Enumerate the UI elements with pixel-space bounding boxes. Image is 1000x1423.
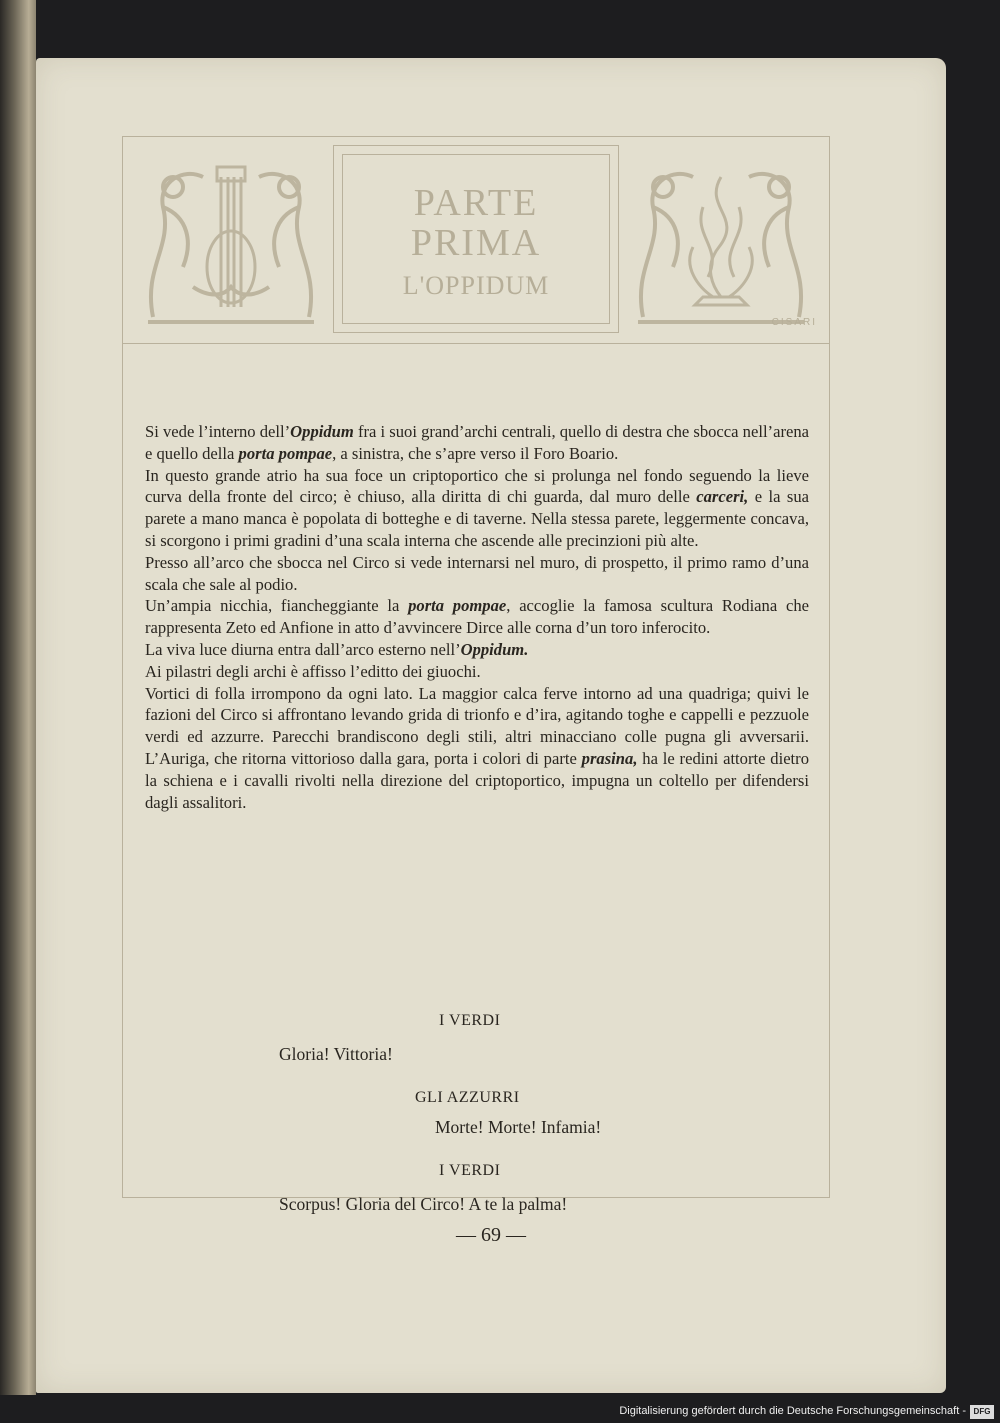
- header-ornament-band: [123, 137, 829, 344]
- dialogue-line: Scorpus! Gloria del Circo! A te la palma!: [279, 1194, 568, 1214]
- text-run: In questo grande atrio ha sua foce un criptoportico che si prolunga nel fondo seguendo la lieve curva della fronte del circo; è chiuso, alla diritta di chi guarda, dal muro delle: [145, 465, 809, 507]
- text-run: Si vede l’interno dell’: [145, 422, 291, 441]
- italic-term: Oppidum.: [460, 639, 529, 659]
- italic-term: porta pompae: [408, 596, 507, 616]
- footer-strip: [0, 1395, 1000, 1423]
- text-run: , accoglie la famosa scultura Rodiana che rappresenta Zeto ed Anfione in atto d’avvincere Dirce alle corna d’un toro inferocito.: [145, 596, 809, 638]
- stage-directions: [145, 421, 809, 813]
- page-frame: [122, 136, 830, 1214]
- body-paragraph: [145, 421, 809, 465]
- text-run: Ai pilastri degli archi è affisso l’editto dei giuochi.: [145, 661, 481, 681]
- title-line-3: L'OPPIDUM: [402, 271, 550, 300]
- body-paragraph: [145, 595, 809, 639]
- body-paragraph: [145, 683, 809, 814]
- flame-ornament-icon: [623, 147, 819, 333]
- italic-term: Oppidum: [290, 422, 354, 441]
- speaker-name: GLI AZZURRI: [415, 1089, 520, 1106]
- speaker-name: I VERDI: [439, 1162, 501, 1179]
- dialogue-line: Morte! Morte! Infamia!: [435, 1117, 602, 1137]
- title-inner-frame: [342, 154, 610, 324]
- text-run: ha le redini attorte dietro la schiena e i cavalli rivolti nella direzione del criptoportico, impugna un coltello per difendersi dagli assalitori.: [145, 748, 809, 812]
- text-run: Presso all’arco che sbocca nel Circo si vede internarsi nel muro, di prospetto, il primo ramo d’una scala che sale al podio.: [145, 552, 809, 594]
- dfg-logo: DFG: [970, 1405, 994, 1419]
- body-paragraph: [145, 661, 809, 683]
- digitization-credit: Digitalisierung gefördert durch die Deutsche Forschungsgemeinschaft -: [619, 1405, 966, 1417]
- body-paragraph: [145, 639, 809, 661]
- title-line-1: PARTE: [413, 182, 539, 224]
- artist-signature: CISARI: [771, 317, 817, 328]
- title-line-2: PRIMA: [410, 222, 542, 264]
- body-paragraph: [145, 552, 809, 596]
- lyre-ornament-icon: [133, 147, 329, 333]
- italic-term: carceri,: [696, 487, 749, 507]
- book-page: [36, 58, 946, 1393]
- text-run: , a sinistra, che s’apre verso il Foro Boario.: [332, 443, 619, 463]
- italic-term: prasina,: [581, 748, 638, 768]
- body-paragraph: [145, 465, 809, 552]
- italic-term: porta pompae: [238, 443, 333, 463]
- text-run: fra i suoi grand’archi centrali, quello di destra che sbocca nell’arena e quello della: [145, 422, 810, 463]
- dialogue-line: Gloria! Vittoria!: [279, 1044, 393, 1064]
- title-cartouche: [333, 145, 619, 333]
- text-run: Vortici di folla irrompono da ogni lato. La maggior calca ferve intorno ad una quadriga; quivi le fazioni del Circo si affrontano levando grida di trionfo e d’ira, agitando toghe e cappelli e pezzuole verdi ed azzurre. Parecchi brandiscono degli stili, altri minacciano colle pugna gli avversarii. L’Auriga, che ritorna vittorioso dalla gara, porta i colori di parte: [145, 683, 809, 768]
- text-run: e la sua parete a mano manca è popolata di botteghe e di taverne. Nella stessa parete, leggermente concava, si scorgono i primi gradini d’una scala interna che ascende alle precinzioni più alte.: [145, 487, 809, 550]
- speaker-name: I VERDI: [439, 1012, 501, 1029]
- page-number: — 69 —: [456, 1224, 526, 1246]
- text-run: Un’ampia nicchia, fiancheggiante la: [145, 596, 409, 616]
- adjacent-page-edge: [0, 0, 36, 1395]
- text-run: La viva luce diurna entra dall’arco esterno nell’: [145, 639, 461, 659]
